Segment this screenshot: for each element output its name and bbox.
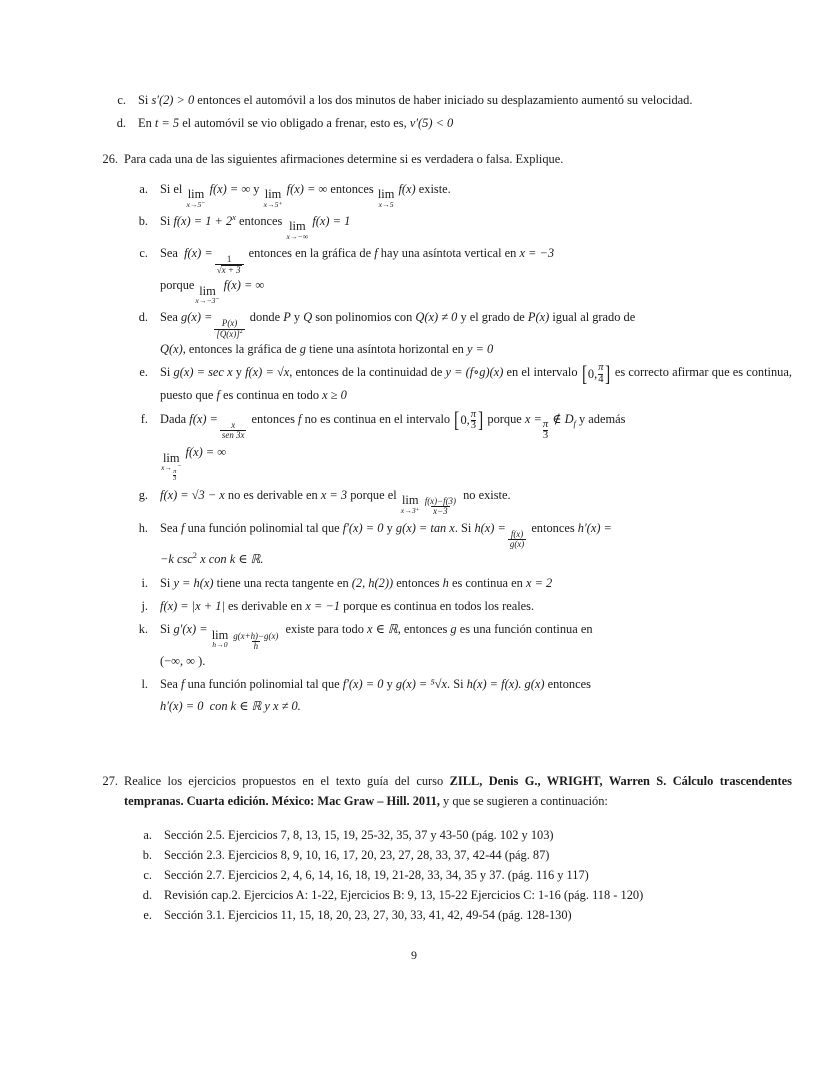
text-fragment: hay una asíntota vertical en [380, 245, 517, 260]
list-marker: j. [141, 599, 148, 614]
list-marker: b. [142, 848, 152, 863]
fraction [231, 632, 280, 651]
subitem-j [114, 596, 792, 617]
text-fragment: porque el [350, 487, 397, 502]
math-symbol [564, 411, 576, 429]
exponent: x [232, 211, 236, 222]
list-item [118, 845, 792, 865]
text-fragment: , entonces de la continuidad de [289, 365, 443, 379]
text-fragment: y además [578, 411, 626, 426]
text-fragment: Sea [160, 677, 178, 692]
math-expression: f′(x) = 0 [342, 521, 384, 536]
fraction-denominator: x−3 [433, 506, 448, 516]
math-symbol: f [216, 388, 220, 403]
math-expression: f(x) = √3 − x [160, 487, 225, 502]
text-fragment: no es continua en el intervalo [304, 411, 451, 426]
list-item-text: Sección 2.3. Ejercicios 8, 9, 10, 16, 17, 20, 23, 27, 28, 33, 37, 42-44 (pág. 87) [164, 848, 550, 863]
text-fragment: no existe. [463, 487, 511, 502]
list-item-text: Sección 2.5. Ejercicios 7, 8, 13, 15, 19, 25-32, 35, 37 y 43-50 (pág. 102 y 103) [164, 828, 554, 843]
fraction-numerator: P(x) [221, 318, 238, 329]
radical-sign: √ [216, 265, 222, 276]
text-fragment: y [386, 677, 393, 692]
math-expression: f(x) = √x [245, 365, 290, 379]
math-symbol: Q [303, 310, 313, 325]
radicand: x + 3 [221, 265, 241, 276]
text-fragment: . Si [447, 677, 464, 692]
limit-operator [186, 188, 205, 208]
domain-symbol: D [564, 411, 574, 426]
text-fragment: porque [487, 411, 522, 426]
fraction-numerator: x [231, 419, 236, 430]
question-26 [92, 149, 792, 169]
math-expression: x = 2 [525, 575, 553, 590]
fraction-denominator: g(x) [509, 539, 525, 550]
subitem-text [160, 596, 792, 617]
list-marker: h. [138, 521, 148, 536]
text-fragment: Si [160, 575, 171, 590]
math-expression: f(x) = 1 [312, 213, 351, 228]
list-item [118, 825, 792, 845]
text-fragment: Sea [160, 245, 178, 260]
text-fragment: entonces [531, 521, 575, 536]
list-item-text: Sección 2.7. Ejercicios 2, 4, 6, 14, 16, 18, 19, 21-28, 33, 34, 35 y 37. (pág. 116 y 117) [164, 868, 589, 883]
text-fragment: y [253, 181, 260, 196]
math-symbol: f [181, 521, 185, 536]
subitem-text [160, 485, 792, 516]
lim-label: lim [199, 283, 216, 298]
lim-subscript: x→5⁻ [186, 199, 206, 209]
subitem-f [114, 409, 792, 483]
math-expression: g(x) = ⁵√x [395, 677, 447, 692]
text-fragment: es continua en todo [223, 388, 320, 403]
math-expression: t = 5 [154, 116, 180, 131]
list-item [92, 113, 792, 134]
math-expression: f(x) = |x + 1| [160, 599, 225, 614]
lim-subscript [161, 464, 181, 483]
fraction-numerator: π [173, 467, 177, 475]
fraction-denominator: 3 [470, 420, 477, 432]
text-fragment: y el grado de [460, 310, 525, 325]
book-reference: ZILL, Denis G., WRIGHT, Warren S. Cálculo trascendentes tempranas. Cuarta edición. México: Mac Graw – Hill. 2011, [124, 773, 792, 808]
text-fragment: porque [160, 278, 195, 293]
math-expression: f(x) = [189, 411, 218, 426]
interval-notation [581, 363, 612, 385]
limit-operator [161, 452, 181, 483]
math-expression: f(x) = [184, 245, 213, 260]
interval-lower: 0, [587, 366, 598, 381]
math-symbol: f [298, 411, 302, 426]
subitem-g [114, 485, 792, 516]
subitem-i [114, 573, 792, 594]
list-marker: a. [139, 181, 148, 196]
fraction [214, 319, 244, 338]
list-marker: c. [117, 93, 126, 107]
denominator-exponent: 2 [239, 328, 243, 335]
list-marker: d. [116, 116, 126, 131]
fraction [508, 530, 526, 549]
math-expression: x = [524, 411, 542, 426]
math-symbol: f [181, 677, 185, 692]
question-26-subitems [114, 179, 792, 717]
list-marker: k. [138, 622, 148, 637]
text-fragment: tiene una asíntota horizontal en [309, 341, 464, 356]
interval-notation [453, 410, 484, 432]
math-expression: g(x) = [181, 310, 213, 325]
limit-operator [264, 188, 283, 208]
limit-operator [195, 285, 219, 305]
list-marker: g. [138, 487, 148, 502]
subitem-b [114, 211, 792, 241]
math-symbol: f [374, 245, 378, 260]
fraction [471, 410, 476, 432]
subitem-h [114, 518, 792, 571]
fraction [598, 363, 603, 385]
math-expression: y = 0 [466, 341, 494, 356]
carryover-list [92, 90, 792, 135]
text-fragment: Dada [160, 411, 187, 426]
page-number: 9 [411, 948, 417, 962]
fraction-denominator: 4 [598, 373, 604, 385]
fraction-denominator: 3 [542, 430, 549, 442]
lim-label: lim [401, 493, 419, 508]
lim-label: lim [187, 187, 205, 202]
text-fragment: una función polinomial tal que [187, 677, 340, 692]
math-expression [160, 552, 197, 566]
lim-sign: ⁻ [177, 462, 182, 472]
text-fragment: porque es continua en todos los reales. [343, 599, 535, 614]
subitem-e [114, 362, 792, 407]
math-expression: f(x) = ∞ [209, 181, 251, 196]
subitem-text [160, 409, 792, 483]
text-fragment: entonces [396, 575, 440, 590]
fraction-numerator: π [598, 362, 604, 374]
math-expression: f(x) = ∞ [185, 444, 227, 459]
question-27 [92, 771, 792, 811]
csc-term: −k csc [160, 552, 193, 567]
subitem-c [114, 243, 792, 305]
list-marker: d. [142, 888, 152, 903]
math-expression: (−∞, ∞ ). [160, 653, 206, 668]
fraction-denominator: 3 [173, 475, 177, 483]
text-fragment: En [138, 116, 152, 131]
bracket-left: [ [454, 408, 460, 433]
question-number: 27. [102, 773, 118, 788]
math-expression: h(x) = f(x). g(x) [466, 677, 545, 692]
text-fragment: es una función continua en [459, 622, 593, 637]
domain-subscript: f [573, 418, 576, 429]
math-expression: y = h(x) [173, 575, 214, 590]
text-fragment: entonces [239, 213, 283, 228]
denominator-base: [Q(x)] [216, 328, 240, 339]
text-fragment: Si [160, 622, 171, 637]
subitem-text [160, 211, 792, 241]
text-fragment: Si el [160, 181, 183, 196]
bracket-right: ] [478, 408, 484, 433]
math-expression: f(x) [398, 181, 416, 196]
text-fragment: Si [160, 213, 171, 228]
subitem-text [160, 362, 792, 407]
text-fragment: es derivable en [227, 599, 303, 614]
list-item [118, 865, 792, 885]
text-fragment: una función polinomial tal que [187, 521, 340, 536]
interval-lower: 0, [460, 413, 470, 428]
fraction [215, 255, 244, 275]
math-expression: s′(2) > 0 [151, 93, 195, 107]
subitem-text [160, 518, 792, 571]
list-marker: c. [143, 868, 152, 883]
text-fragment: . Si [454, 521, 472, 536]
question-prompt: Para cada una de las siguientes afirmaciones determine si es verdadera o falsa. Explique. [124, 151, 564, 166]
math-expression: x ≥ 0 [322, 388, 347, 403]
subitem-k [114, 619, 792, 672]
math-symbol: g [299, 341, 306, 356]
text-fragment: Si [160, 365, 171, 379]
text-fragment: el automóvil se vio obligado a frenar, esto es, [182, 116, 407, 131]
list-marker: b. [138, 213, 148, 228]
list-item [92, 90, 792, 111]
question-prompt [124, 771, 792, 811]
list-item-text: Sección 3.1. Ejercicios 11, 15, 18, 20, 23, 27, 30, 33, 41, 42, 49-54 (pág. 128-130) [164, 908, 572, 923]
math-expression: v′(5) < 0 [409, 116, 454, 131]
fraction [220, 421, 247, 440]
text-fragment: existe para todo [285, 622, 364, 637]
math-expression: g(x) = sec x [173, 365, 233, 379]
limit-operator [401, 494, 420, 514]
text-fragment: y [293, 310, 301, 325]
subitem-text [160, 573, 792, 594]
fraction [173, 469, 176, 483]
subitem-text [160, 674, 792, 717]
lim-subscript: x→−∞ [286, 231, 309, 241]
math-expression: f(x) = 1 + 2 [173, 213, 233, 228]
fraction-numerator: f(x) [510, 529, 524, 540]
text-fragment: Sea [160, 310, 178, 325]
limit-operator [378, 188, 395, 208]
list-marker: e. [143, 908, 152, 923]
question-27-subitems [118, 825, 792, 925]
math-expression: con k ∈ ℝ y x ≠ 0. [209, 698, 301, 713]
math-expression: g′(x) = [173, 622, 208, 637]
text-fragment: entonces el automóvil a los dos minutos de haber iniciado su desplazamiento aumentó su velocidad. [197, 93, 693, 107]
math-symbol: g [450, 622, 457, 637]
page-content [92, 90, 792, 926]
list-item-text [138, 113, 792, 134]
fraction [543, 420, 548, 442]
exponent: 2 [192, 550, 197, 561]
text-fragment: existe. [418, 181, 451, 196]
math-symbol: h [442, 575, 449, 590]
math-expression: Q(x) ≠ 0 [415, 310, 458, 325]
math-expression: g(x) = tan x [395, 521, 455, 536]
text-fragment: no es derivable en [227, 487, 318, 502]
math-expression: Q(x) [160, 341, 183, 356]
lim-variable: x→ [161, 462, 173, 472]
list-marker: f. [140, 411, 148, 426]
fraction-numerator: π [470, 408, 477, 420]
lim-label: lim [211, 628, 229, 643]
not-member-icon: ∉ [552, 411, 562, 426]
fraction [423, 497, 458, 516]
math-expression: f′(x) = 0 [342, 677, 384, 692]
lim-label: lim [377, 187, 395, 202]
subitem-text [160, 179, 792, 209]
subitem-text [160, 307, 792, 360]
math-expression: (2, h(2)) [351, 575, 394, 590]
text-fragment: entonces [251, 411, 295, 426]
subitem-text [160, 619, 792, 672]
subitem-l [114, 674, 792, 717]
fraction-denominator: sen 3x [221, 429, 245, 440]
math-expression: f(x) = ∞ [223, 278, 265, 293]
bracket-left: [ [581, 361, 587, 386]
text-fragment: Realice los ejercicios propuestos en el texto guía del curso [124, 773, 444, 788]
text-fragment: , entonces la gráfica de [182, 341, 297, 356]
list-marker: l. [141, 677, 148, 692]
text-fragment: entonces [330, 181, 374, 196]
text-fragment: en el intervalo [506, 365, 578, 379]
text-fragment: y [386, 521, 393, 536]
list-marker: e. [139, 365, 148, 379]
limit-operator [286, 220, 308, 240]
text-fragment: tiene una recta tangente en [216, 575, 349, 590]
text-fragment: , entonces [397, 622, 448, 637]
text-fragment: Sea [160, 521, 178, 536]
math-expression: f(x) = ∞ [286, 181, 328, 196]
text-fragment: y [235, 365, 242, 379]
math-expression: h′(x) = [577, 521, 612, 536]
lim-label: lim [289, 219, 306, 234]
fraction-numerator: g(x+h)−g(x) [233, 630, 279, 641]
fraction-numerator: π [542, 418, 549, 430]
math-expression: y = (f∘g)(x) [445, 365, 504, 379]
list-marker: c. [139, 245, 148, 260]
text-fragment: y que se sugieren a continuación: [443, 793, 608, 808]
square-root [217, 265, 242, 275]
lim-subscript: x→3⁺ [400, 505, 420, 515]
list-marker: a. [143, 828, 152, 843]
math-expression: x = 3 [320, 487, 348, 502]
fraction-denominator [214, 329, 244, 339]
math-expression: P(x) [527, 310, 550, 325]
text-fragment: son polinomios con [315, 310, 413, 325]
subitem-d [114, 307, 792, 360]
math-expression: h(x) = [474, 521, 506, 536]
subitem-a [114, 179, 792, 209]
text-fragment: Si [138, 93, 149, 107]
list-item-text [138, 90, 792, 111]
math-symbol: P [283, 310, 291, 325]
math-expression: x = −1 [305, 599, 340, 614]
text-fragment: entonces en la gráfica de [248, 245, 372, 260]
question-number: 26. [102, 151, 118, 166]
text-fragment: es continua en [451, 575, 523, 590]
text-fragment: igual al grado de [552, 310, 636, 325]
fraction-denominator [215, 264, 244, 275]
text-fragment: entonces [547, 677, 591, 692]
fraction-denominator: h [253, 640, 259, 651]
list-item [118, 905, 792, 925]
bracket-right: ] [605, 361, 611, 386]
lim-subscript: h→0 [212, 640, 228, 650]
fraction-numerator: f(x)−f(3) [424, 495, 456, 506]
limit-operator [212, 629, 229, 649]
text-fragment: es correcto afirmar que es continua, puesto que [160, 365, 792, 403]
math-expression: x = −3 [519, 245, 555, 260]
math-expression: x ∈ ℝ [367, 622, 398, 637]
subitem-text [160, 243, 792, 305]
lim-subscript: x→−3⁻ [195, 296, 220, 306]
lim-label: lim [264, 187, 282, 202]
list-item-text: Revisión cap.2. Ejercicios A: 1-22, Ejercicios B: 9, 13, 15-22 Ejercicios C: 1-16 (pág. 118 - 120) [164, 888, 644, 903]
list-marker: d. [138, 310, 148, 325]
math-expression: x con k ∈ ℝ. [200, 552, 264, 567]
list-item [118, 885, 792, 905]
fraction-numerator: 1 [226, 254, 232, 265]
text-fragment: donde [249, 310, 281, 325]
math-expression: h′(x) = 0 [160, 698, 204, 713]
lim-label: lim [162, 450, 180, 465]
list-marker: i. [141, 575, 148, 590]
lim-subscript: x→5 [378, 199, 394, 209]
lim-subscript: x→5⁺ [263, 199, 283, 209]
